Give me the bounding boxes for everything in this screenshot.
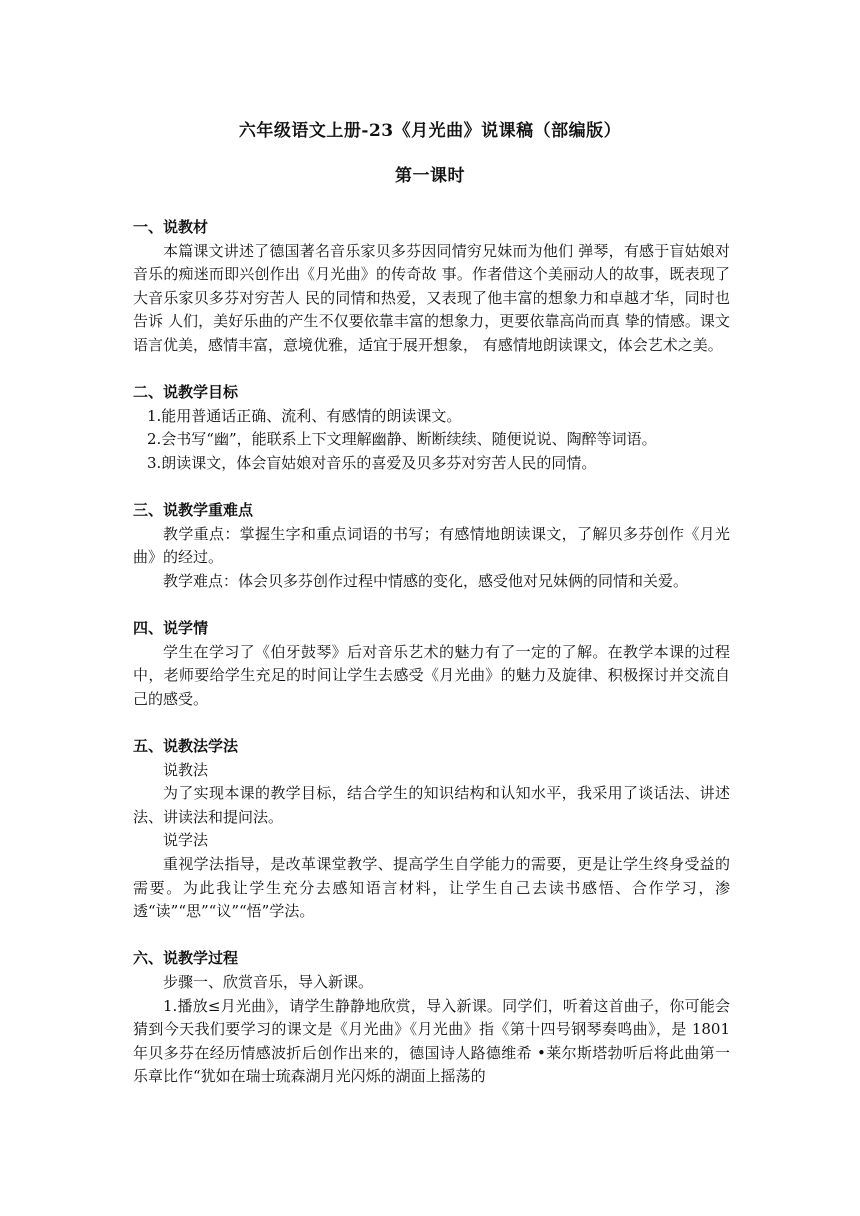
lesson-subtitle: 第一课时 (395, 166, 465, 186)
section-heading-goals: 二、说教学目标 (133, 383, 239, 402)
section-heading-key-points: 三、说教学重难点 (133, 501, 254, 520)
list-item: 1.能用普通话正确、流利、有感情的朗读课文。 (147, 406, 462, 425)
section-heading-students: 四、说学情 (133, 619, 209, 638)
subheading: 说学法 (163, 831, 209, 850)
subheading: 说教法 (163, 760, 209, 779)
paragraph: 教学重点：掌握生字和重点词语的书写；有感情地朗读课文，了解贝多芬创作《月光曲》的经过。 (133, 524, 730, 567)
goals-list (133, 405, 730, 476)
section-heading-methods: 五、说教法学法 (133, 737, 239, 756)
paragraph: 重视学法指导，是改革课堂教学、提高学生自学能力的需要，更是让学生终身受益的需要。为此我让学生充分去感知语言材料，让学生自己去读书感悟、合作学习，渗透“读”“思”“议”“悟”学法。 (133, 855, 730, 921)
paragraph: 学生在学习了《伯牙鼓琴》后对音乐艺术的魅力有了一定的了解。在教学本课的过程中，老师要给学生充足的时间让学生去感受《月光曲》的魅力及旋律、积极探讨并交流自己的感受。 (133, 642, 730, 708)
paragraph: 本篇课文讲述了德国著名音乐家贝多芬因同情穷兄妹而为他们 弹琴，有感于盲姑娘对音乐的痴迷而即兴创作出《月光曲》的传奇故 事。作者借这个美丽动人的故事，既表现了大音乐家贝多芬对穷苦人 民的同情和热爱，又表现了他丰富的想象力和卓越才华，同时也告诉 人们，美好乐曲的产生不仅要依靠丰富的想象力，更要依靠高尚而真 挚的情感。课文语言优美，感情丰富，意境优雅，适宜于展开想象， 有感情地朗读课文，体会艺术之美。 (133, 241, 730, 354)
list-item: 2.会书写“幽”，能联系上下文理解幽静、断断续续、随便说说、陶醉等词语。 (147, 430, 657, 449)
section-heading-process: 六、说教学过程 (133, 949, 239, 968)
step-heading: 步骤一、欣赏音乐，导入新课。 (163, 973, 374, 991)
section-heading-textbook: 一、说教材 (133, 218, 209, 236)
paragraph: 1.播放≤月光曲》，请学生静静地欣赏，导入新课。同学们，听着这首曲子，你可能会猜到今天我们要学习的课文是《月光曲》《月光曲》指《第十四号钢琴奏鸣曲》，是 1801 年贝多芬在经历情感波折后创作出来的，德国诗人路德维希 •莱尔斯塔勃听后将此曲第一乐章比作“犹如在瑞士琉森湖月光闪烁的湖面上摇荡的 (133, 996, 730, 1086)
paragraph: 教学难点：体会贝多芬创作过程中情感的变化，感受他对兄妹俩的同情和关爱。 (163, 571, 689, 590)
list-item: 3.朗读课文，体会盲姑娘对音乐的喜爱及贝多芬对穷苦人民的同情。 (147, 453, 597, 472)
document-body (133, 216, 730, 1089)
paragraph: 为了实现本课的教学目标，结合学生的知识结构和认知水平，我采用了谈话法、讲述法、讲读法和提问法。 (133, 784, 730, 826)
document-title: 六年级语文上册-23《月光曲》说课稿（部编版） (238, 121, 622, 141)
